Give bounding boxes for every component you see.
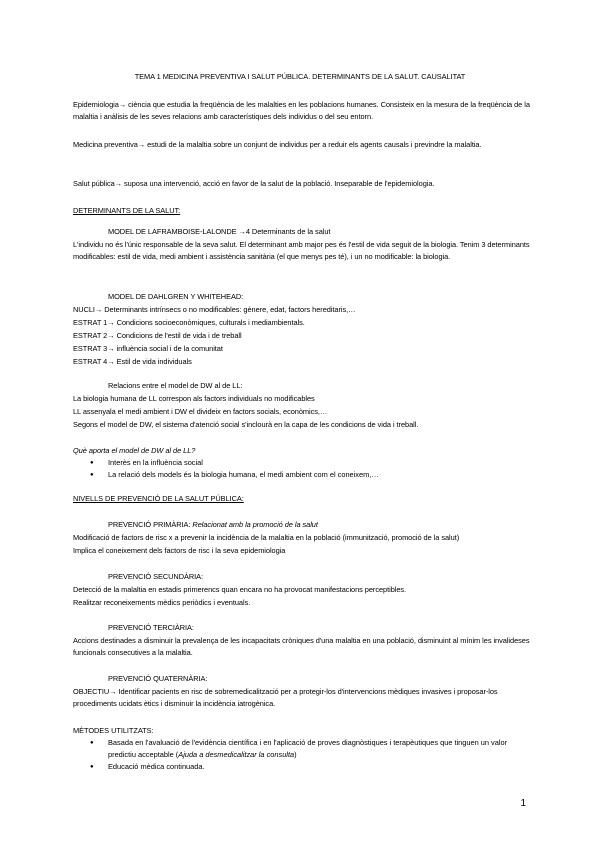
list-item: [90, 737, 530, 761]
lalonde-text: L'individu no és l'únic responsable de la seva salut. El determinant amb major pes és l'estil de vida seguit de la biologia. Tenim 3 determinants modificables: estil de vida, medi ambient i assistència sanitària (el que menys pes té), i un no modificable: la biologia.: [73, 240, 530, 261]
quaternaria-text: OBJECTIU→ Identificar pacients en risc de sobremedicalització per a protegir-los d'intervencions mèdiques invasives i proposar-los procediments ucidats ètics i disminuir la incidència iatrogènica.: [73, 687, 498, 708]
dw-line-estrat2: ESTRAT 2→ Condicions de l'estil de vida i de treball: [73, 331, 242, 340]
list-item: ● Educació mèdica continuada.: [90, 761, 530, 773]
primaria-line: Implica el coneixement dels factors de risc i la seva epidemiologia: [73, 546, 286, 555]
lalonde-heading: MODEL DE LAFRAMBOISE-LALONDE →4 Determinants de la salut: [108, 227, 331, 236]
metodes-bullet-note: Ajuda a desmedicalitzar la consulta: [178, 750, 295, 759]
page-number: 1: [520, 798, 526, 809]
terciaria-heading: PREVENCIÓ TERCIÀRIA:: [108, 623, 194, 632]
metodes-bullet-end: ): [294, 750, 297, 759]
primaria-heading-line: [108, 519, 530, 531]
secundaria-line: Realitzar reconeixements mèdics periòdics i eventuals.: [73, 598, 251, 607]
quaternaria-heading: PREVENCIÓ QUATERNÀRIA:: [108, 674, 208, 683]
list-item: ● Interès en la influència social: [90, 457, 530, 469]
definition-medicina-preventiva: Medicina preventiva→ estudi de la malaltia sobre un conjunt de individus per a reduir els agents causals i previndre la malaltia.: [73, 140, 482, 149]
dw-heading: MODEL DE DAHLGREN Y WHITEHEAD:: [108, 292, 244, 301]
dw-line-nucli: NUCLI→ Determinants intrínsecs o no modificables: gènere, edat, factors hereditaris,…: [73, 305, 356, 314]
primaria-line: Modificació de factors de risc x a prevenir la incidència de la malaltia en la població (immunització, promoció de la salut): [73, 533, 460, 542]
secundaria-line: Detecció de la malaltia en estadis primerencs quan encara no ha provocat manifestacions perceptibles.: [73, 585, 407, 594]
relations-heading: Relacions entre el model de DW al de LL:: [108, 381, 243, 390]
section-heading-nivells: NIVELLS DE PREVENCIÓ DE LA SALUT PÚBLICA:: [73, 494, 244, 503]
metodes-bullet-text: Basada en l'avaluació de l'evidència científica i en l'aplicació de proves diagnòstiques i terapèutiques que tinguen un valor predictiu acceptable (: [108, 738, 508, 759]
section-heading-determinants: DETERMINANTS DE LA SALUT:: [73, 206, 181, 215]
question-bullet-list: [90, 457, 530, 481]
secundaria-heading: PREVENCIÓ SECUNDÀRIA:: [108, 572, 204, 581]
definition-salut-publica: Salut pública→ suposa una intervenció, acció en favor de la salut de la població. Inseparable de l'epidemiologia.: [73, 179, 435, 188]
dw-line-estrat3: ESTRAT 3→ influència social i de la comunitat: [73, 344, 223, 353]
relation-line: La biologia humana de LL correspon als factors individuals no modificables: [73, 394, 315, 403]
dw-line-estrat1: ESTRAT 1→ Condicions socioeconòmiques, culturals i mediambientals.: [73, 318, 305, 327]
question-text: Què aporta el model de DW al de LL?: [73, 446, 196, 455]
dw-line-estrat4: ESTRAT 4→ Estil de vida individuals: [73, 357, 192, 366]
section-heading-metodes: MÈTODES UTILITZATS:: [73, 726, 154, 735]
metodes-bullet-list: [90, 737, 530, 773]
relation-line: LL assenyala el medi ambient i DW el divideix en factors socials, econòmics,…: [73, 407, 328, 416]
page-title: TEMA 1 MEDICINA PREVENTIVA I SALUT PÚBLICA. DETERMINANTS DE LA SALUT. CAUSALITAT: [134, 72, 466, 81]
primaria-heading: PREVENCIÓ PRIMÀRIA:: [108, 520, 193, 529]
definition-epidemiologia: Epidemiologia→ ciència que estudia la freqüència de les malalties en les poblacions humanes. Consisteix en la mesura de la freqüència de la malaltia i anàlisis de les seves relacions amb característiques dels individus o del seu entorn.: [73, 100, 530, 121]
list-item: ● La relació dels models és la biologia humana, el medi ambient com el coneixem,…: [90, 469, 530, 481]
primaria-note: Relacionat amb la promoció de la salut: [192, 520, 318, 529]
relation-line: Segons el model de DW, el sistema d'atenció social s'inclourà en la capa de les condicions de vida i treball.: [73, 420, 419, 429]
terciaria-text: Accions destinades a disminuir la prevalença de les incapacitats cròniques d'una malaltia en una població, disminuint al mínim les invalideses funcionals consecutives a la malaltia.: [73, 636, 530, 657]
